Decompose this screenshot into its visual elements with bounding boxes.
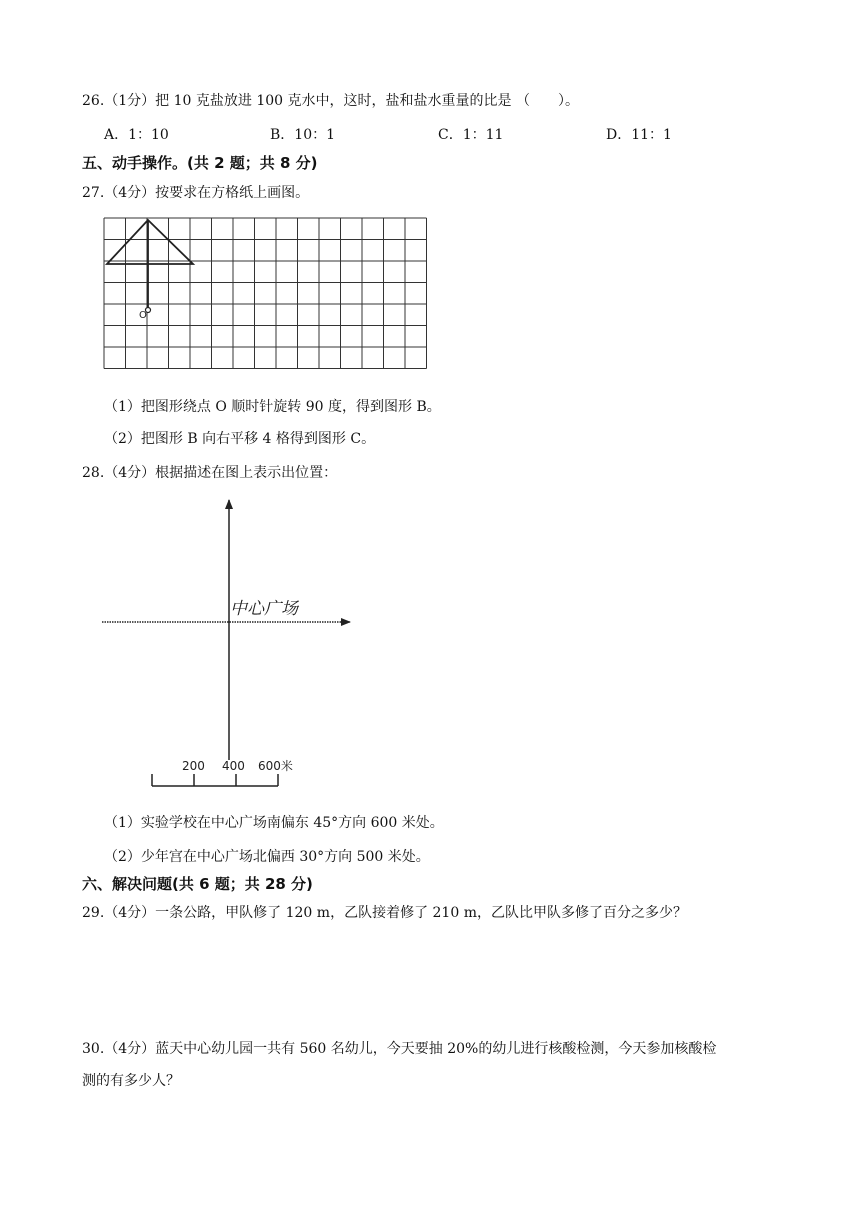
question-30-line-2: 测的有多少人？ [82,1073,180,1089]
q26-option-c: C．1：11 [438,127,504,143]
q27-sub-1: （1）把图形绕点 O 顺时针旋转 90 度，得到图形 B。 [104,399,441,415]
grid-lines [104,218,427,369]
scale-label-600: 600米 [258,759,293,773]
scale-label-200: 200 [182,759,205,773]
q26-option-b: B．10：1 [270,127,336,143]
question-29-text: 29.（4分）一条公路，甲队修了 120 m，乙队接着修了 210 m，乙队比甲队多修了百分之多少？ [82,905,687,921]
question-28-text: 28.（4分）根据描述在图上表示出位置： [82,465,338,481]
question-27-text: 27.（4分）按要求在方格纸上画图。 [82,185,310,201]
grid-figure [100,214,432,374]
question-26-text: 26.（1分）把 10 克盐放进 100 克水中，这时，盐和盐水重量的比是 （ ）。 [82,93,579,109]
center-square-label: 中心广场 [230,599,298,619]
q28-sub-2: （2）少年宫在中心广场北偏西 30°方向 500 米处。 [104,849,430,865]
section-5-title: 五、动手操作。(共 2 题；共 8 分) [82,154,318,172]
compass-diagram [96,490,366,800]
q26-option-a: A．1：10 [104,127,169,143]
question-30-line-1: 30.（4分）蓝天中心幼儿园一共有 560 名幼儿，今天要抽 20%的幼儿进行核酸检测，今天参加核酸检 [82,1041,717,1057]
scale-label-400: 400 [222,759,245,773]
q28-sub-1: （1）实验学校在中心广场南偏东 45°方向 600 米处。 [104,815,444,831]
triangle-shape [107,220,193,264]
point-o-label: O [139,310,147,321]
section-6-title: 六、解决问题(共 6 题；共 28 分) [82,875,313,893]
q27-sub-2: （2）把图形 B 向右平移 4 格得到图形 C。 [104,431,376,447]
q26-option-d: D．11：1 [606,127,672,143]
